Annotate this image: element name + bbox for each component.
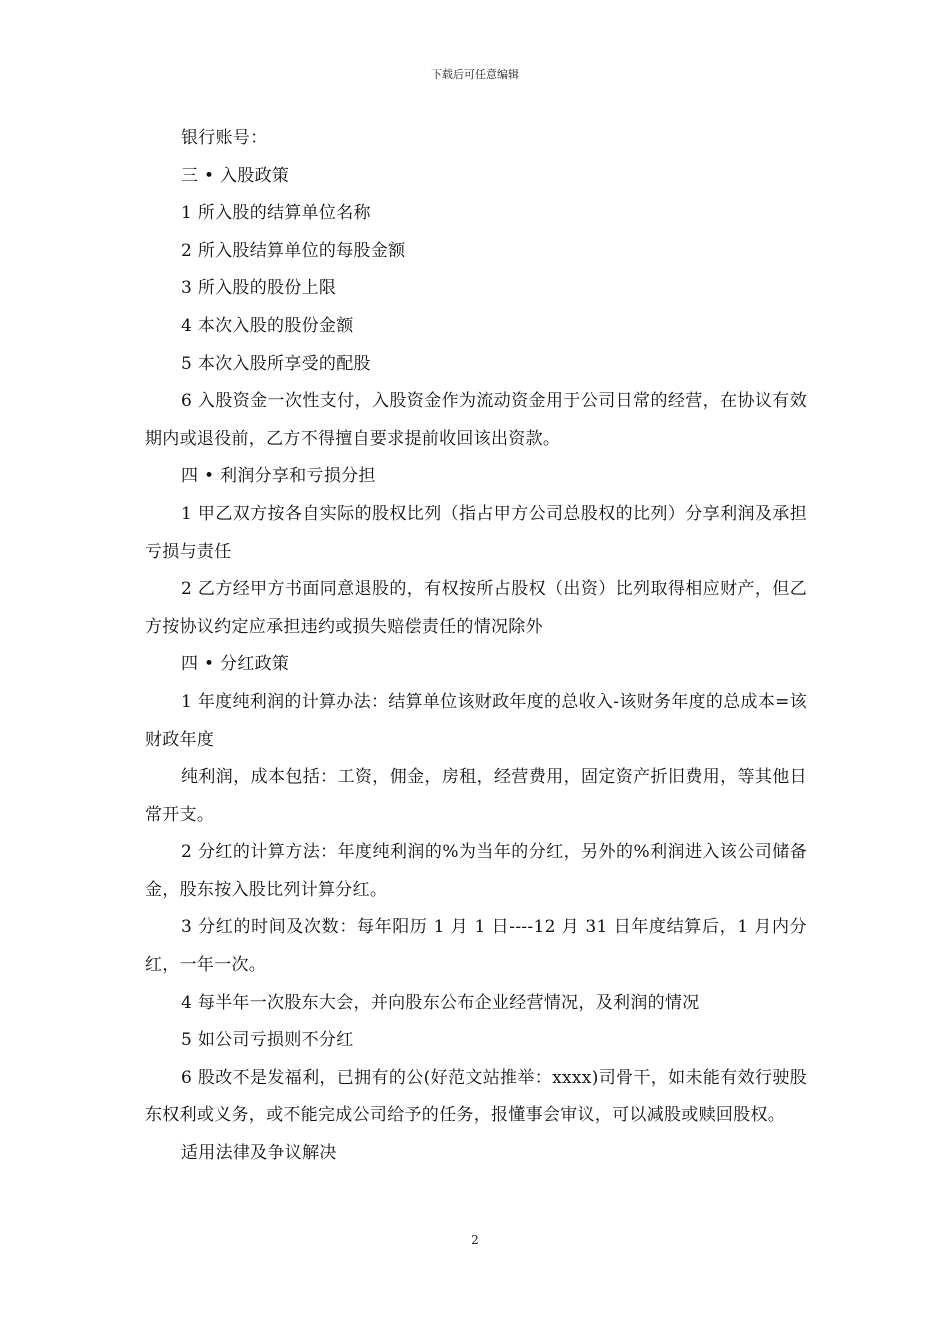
paragraph: 纯利润，成本包括：工资，佣金，房租，经营费用，固定资产折旧费用，等其他日常开支。 bbox=[145, 767, 807, 825]
section-heading: 适用法律及争议解决 bbox=[181, 1143, 337, 1164]
paragraph: 2 分红的计算方法：年度纯利润的%为当年的分红，另外的%利润进入该公司储备金，股东按入股比列计算分红。 bbox=[145, 842, 807, 900]
paragraph: 1 所入股的结算单位名称 bbox=[181, 203, 371, 224]
section-heading: 三 • 入股政策 bbox=[181, 165, 290, 186]
paragraph: 6 股改不是发福利，已拥有的公(好范文站推举：xxxx)司骨干，如未能有效行驶股东权利或义务，或不能完成公司给予的任务，报懂事会审议，可以减股或赎回股权。 bbox=[145, 1067, 807, 1126]
paragraph: 4 本次入股的股份金额 bbox=[181, 315, 354, 336]
page-number: 2 bbox=[471, 1233, 479, 1247]
paragraph: 3 分红的时间及次数：每年阳历 1 月 1 日----12 月 31 日年度结算后，1 月内分红，一年一次。 bbox=[145, 917, 807, 976]
page-header: 下载后可任意编辑 bbox=[431, 68, 519, 81]
paragraph: 银行账号： bbox=[181, 128, 268, 148]
paragraph: 1 甲乙双方按各自实际的股权比列（指占甲方公司总股权的比列）分享利润及承担亏损与责任 bbox=[145, 503, 807, 562]
section-heading: 四 • 利润分享和亏损分担 bbox=[181, 466, 376, 487]
paragraph: 5 如公司亏损则不分红 bbox=[181, 1030, 354, 1051]
paragraph: 2 乙方经甲方书面同意退股的，有权按所占股权（出资）比列取得相应财产，但乙方按协议约定应承担违约或损失赔偿责任的情况除外 bbox=[145, 579, 807, 637]
paragraph: 1 年度纯利润的计算办法：结算单位该财政年度的总收入-该财务年度的总成本=该财政年度 bbox=[145, 691, 807, 750]
document-body bbox=[145, 120, 807, 1173]
section-heading: 四 • 分红政策 bbox=[181, 654, 290, 675]
paragraph: 2 所入股结算单位的每股金额 bbox=[181, 240, 406, 261]
paragraph: 5 本次入股所享受的配股 bbox=[181, 353, 371, 374]
paragraph: 3 所入股的股份上限 bbox=[181, 278, 337, 299]
paragraph: 4 每半年一次股东大会，并向股东公布企业经营情况，及利润的情况 bbox=[181, 992, 700, 1013]
paragraph: 6 入股资金一次性支付，入股资金作为流动资金用于公司日常的经营，在协议有效期内或退役前，乙方不得擅自要求提前收回该出资款。 bbox=[145, 391, 807, 449]
